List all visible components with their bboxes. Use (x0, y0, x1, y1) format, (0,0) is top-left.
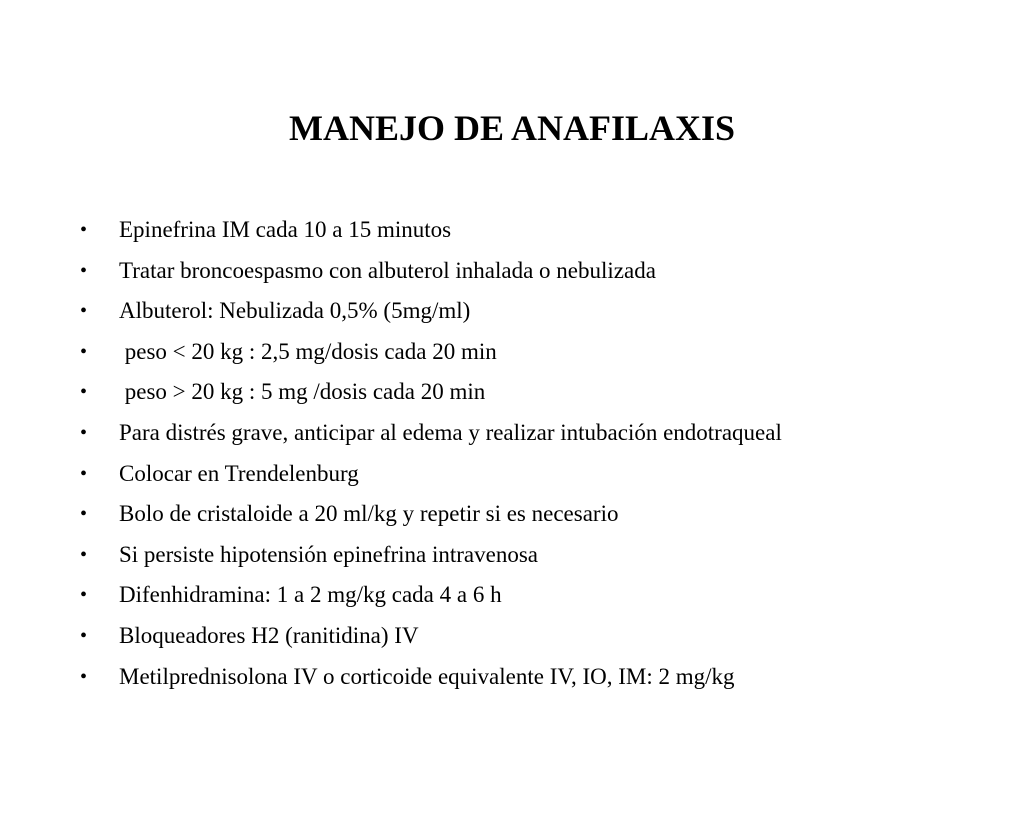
bullet-icon: • (80, 665, 88, 688)
list-item-text: Para distrés grave, anticipar al edema y realizar intubación endotraqueal (119, 419, 782, 445)
list-item (80, 535, 980, 576)
slide-title: MANEJO DE ANAFILAXIS (288, 108, 736, 148)
bullet-icon: • (80, 381, 88, 404)
list-item-text: Colocar en Trendelenburg (119, 460, 359, 486)
bullet-icon: • (80, 624, 88, 647)
list-item (80, 251, 980, 292)
list-item (80, 291, 980, 332)
list-item (80, 575, 980, 616)
list-item-text: Difenhidramina: 1 a 2 mg/kg cada 4 a 6 h (119, 582, 502, 608)
list-item-text: Tratar broncoespasmo con albuterol inhalada o nebulizada (119, 257, 656, 283)
list-item-text: Si persiste hipotensión epinefrina intravenosa (119, 541, 539, 567)
list-item (80, 616, 980, 657)
bullet-icon: • (80, 300, 88, 323)
list-item (80, 332, 980, 373)
list-item-text: Metilprednisolona IV o corticoide equivalente IV, IO, IM: 2 mg/kg (119, 663, 735, 689)
list-item-text: Albuterol: Nebulizada 0,5% (5mg/ml) (119, 298, 471, 324)
list-item-text: Bolo de cristaloide a 20 ml/kg y repetir si es necesario (119, 501, 619, 527)
bullet-icon: • (80, 259, 88, 282)
bullet-list (80, 210, 980, 697)
list-item-text: Bloqueadores H2 (ranitidina) IV (119, 622, 419, 648)
list-item (80, 372, 980, 413)
bullet-icon: • (80, 340, 88, 363)
list-item (80, 494, 980, 535)
bullet-icon: • (80, 503, 88, 526)
list-item (80, 413, 980, 454)
list-item-text: peso > 20 kg : 5 mg /dosis cada 20 min (119, 379, 486, 405)
bullet-icon: • (80, 584, 88, 607)
list-item (80, 454, 980, 495)
list-item-text: Epinefrina IM cada 10 a 15 minutos (119, 217, 452, 242)
bullet-icon: • (80, 219, 88, 241)
list-item (80, 210, 980, 251)
bullet-icon: • (80, 543, 88, 566)
bullet-icon: • (80, 462, 88, 485)
list-item (80, 657, 980, 698)
list-item-text: peso < 20 kg : 2,5 mg/dosis cada 20 min (119, 338, 497, 364)
bullet-icon: • (80, 421, 88, 444)
